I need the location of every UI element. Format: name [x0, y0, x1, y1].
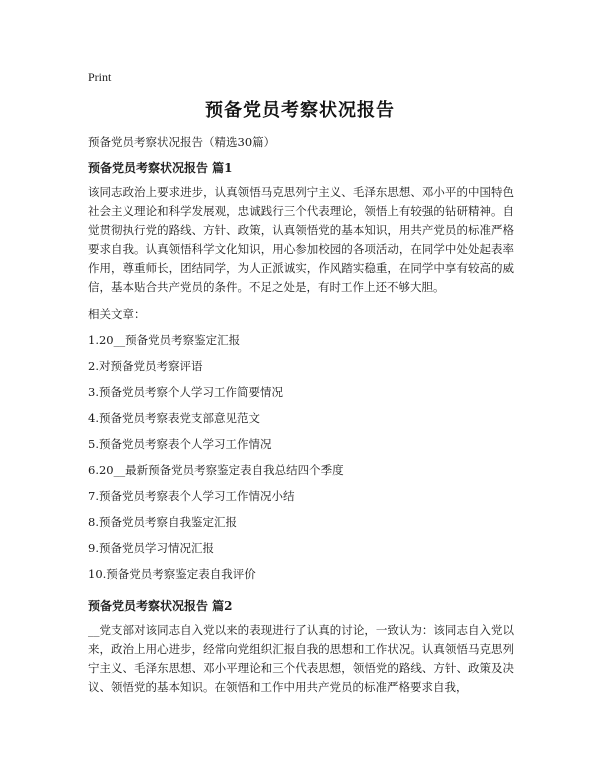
section-heading-1: 预备党员考察状况报告 篇1 — [88, 161, 233, 175]
related-article-link-7[interactable]: 7.预备党员考察表个人学习工作情况小结 — [88, 489, 295, 503]
document-subtitle: 预备党员考察状况报告（精选30篇） — [88, 135, 276, 149]
related-article-link-9[interactable]: 9.预备党员学习情况汇报 — [88, 541, 214, 555]
related-article-item — [88, 357, 514, 383]
related-article-link-1[interactable]: 1.20__预备党员考察鉴定汇报 — [88, 333, 241, 347]
print-label[interactable]: Print — [88, 70, 112, 84]
related-article-link-6[interactable]: 6.20__最新预备党员考察鉴定表自我总结四个季度 — [88, 463, 344, 477]
related-article-item — [88, 539, 514, 565]
related-article-link-5[interactable]: 5.预备党员考察表个人学习工作情况 — [88, 437, 272, 451]
related-article-link-2[interactable]: 2.对预备党员考察评语 — [88, 359, 203, 373]
related-article-link-10[interactable]: 10.预备党员考察鉴定表自我评价 — [88, 567, 256, 581]
related-article-link-4[interactable]: 4.预备党员考察表党支部意见范文 — [88, 411, 260, 425]
related-articles-list — [88, 331, 514, 591]
related-article-item — [88, 383, 514, 409]
page-title: 预备党员考察状况报告 — [205, 100, 395, 121]
related-article-item — [88, 487, 514, 513]
related-article-link-8[interactable]: 8.预备党员考察自我鉴定汇报 — [88, 515, 237, 529]
related-article-item — [88, 409, 514, 435]
related-article-item — [88, 331, 514, 357]
related-articles-label: 相关文章： — [88, 307, 146, 321]
section-heading-2: 预备党员考察状况报告 篇2 — [88, 599, 233, 613]
related-article-item — [88, 513, 514, 539]
related-article-item — [88, 435, 514, 461]
document-body — [88, 133, 514, 705]
section-paragraph-1: 该同志政治上要求进步，认真领悟马克思列宁主义、毛泽东思想、邓小平的中国特色社会主义理论和科学发展观，忠诚践行三个代表理论，领悟上有较强的钻研精神。自觉贯彻执行党的路线、方针、政策，认真领悟党的基本知识，用共产党员的标准严格要求自我。认真领悟科学文化知识，用心参加校园的各项活动，在同学中处处起表率作用，尊重师长，团结同学，为人正派诚实，作风踏实稳重，在同学中享有较高的威信，基本贴合共产党员的条件。不足之处是，有时工作上还不够大胆。 — [88, 185, 514, 294]
related-article-item — [88, 461, 514, 487]
related-article-item — [88, 565, 514, 591]
section-paragraph-2: __党支部对该同志自入党以来的表现进行了认真的讨论，一致认为：该同志自入党以来，政治上用心进步，经常向党组织汇报自我的思想和工作状况。认真领悟马克思列宁主义、毛泽东思想、邓小平理论和三个代表思想，领悟党的路线、方针、政策及决议、领悟党的基本知识。在领悟和工作中用共产党员的标准严格要求自我， — [88, 623, 514, 694]
related-article-link-3[interactable]: 3.预备党员考察个人学习工作简要情况 — [88, 385, 283, 399]
